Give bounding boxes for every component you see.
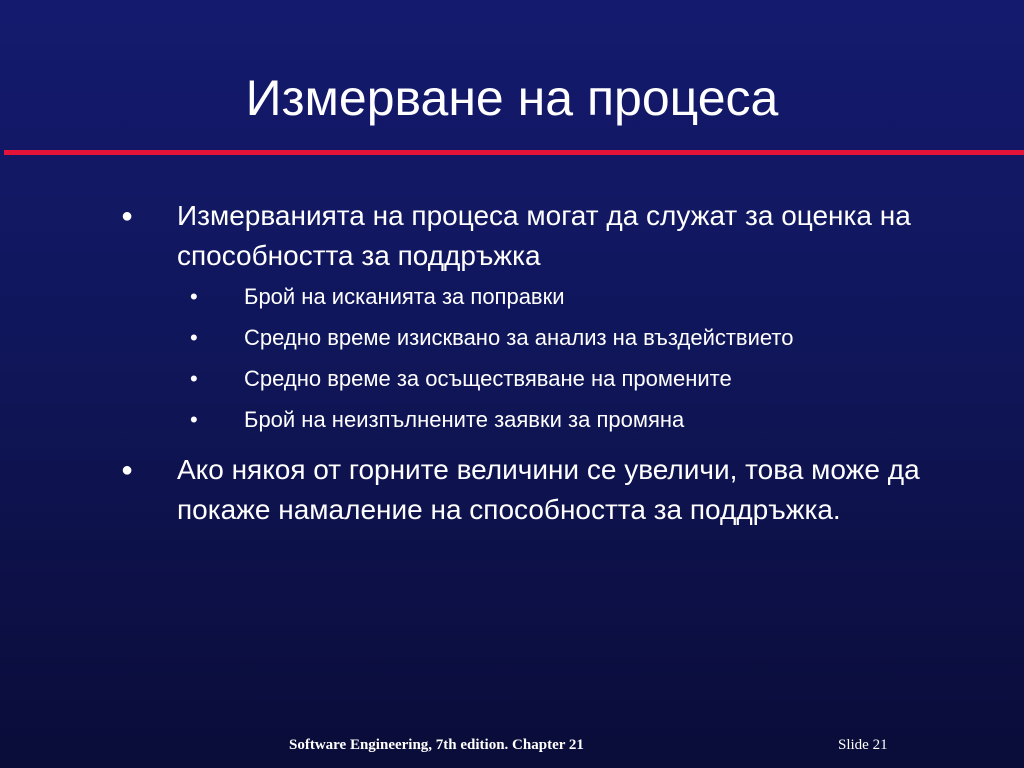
slide-number: Slide 21 bbox=[838, 737, 888, 753]
slide-content bbox=[0, 196, 1024, 530]
bullet-dot-icon: ● bbox=[121, 459, 134, 481]
bullet-text: Измерванията на процеса могат да служат за оценка на способността за поддръжка bbox=[177, 200, 911, 271]
sub-bullet-text: Брой на неизпълнените заявки за промяна bbox=[244, 407, 685, 432]
title-divider bbox=[4, 150, 1024, 155]
sub-bullet-item bbox=[0, 358, 984, 399]
sub-bullet-text: Средно време изисквано за анализ на въздействието bbox=[244, 325, 794, 350]
sub-bullet-dot-icon: • bbox=[190, 325, 198, 350]
sub-bullet-item bbox=[0, 317, 984, 358]
footer-text: Software Engineering, 7th edition. Chapter 21 bbox=[289, 737, 584, 753]
bullet-text: Ако някоя от горните величини се увеличи, това може да покаже намаление на способността за поддръжка. bbox=[177, 454, 920, 525]
sub-bullet-item bbox=[0, 399, 984, 440]
bullet-item bbox=[0, 196, 937, 276]
sub-bullet-dot-icon: • bbox=[190, 366, 198, 391]
sub-bullet-text: Средно време за осъществяване на промените bbox=[244, 366, 732, 391]
bullet-dot-icon: ● bbox=[121, 205, 134, 227]
sub-bullet-text: Брой на исканията за поправки bbox=[244, 284, 565, 309]
sub-bullet-item bbox=[0, 276, 984, 317]
bullet-item bbox=[0, 450, 937, 530]
sub-bullet-dot-icon: • bbox=[190, 407, 198, 432]
sub-bullet-dot-icon: • bbox=[190, 284, 198, 309]
slide-title: Измерване на процеса bbox=[245, 70, 779, 126]
